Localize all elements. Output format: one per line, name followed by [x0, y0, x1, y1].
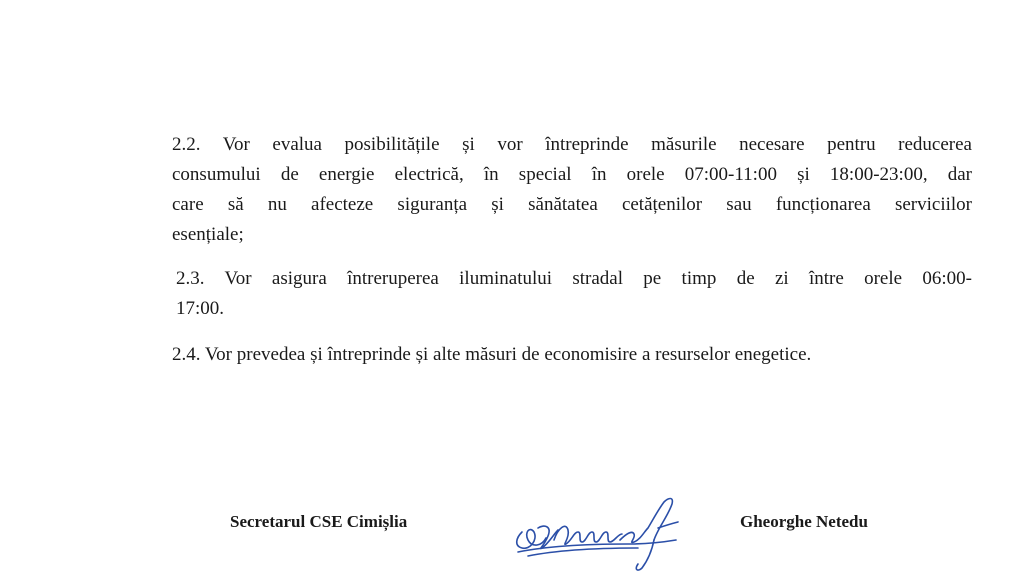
paragraph-2-4 — [172, 340, 972, 370]
paragraph-line: esențiale; — [172, 224, 244, 245]
paragraph-line: care să nu afecteze siguranța și sănătatea cetățenilor sau funcționarea serviciilor — [172, 194, 972, 215]
paragraph-line: 2.3. Vor asigura întreruperea iluminatului stradal pe timp de zi între orele 06:00- — [176, 268, 972, 289]
paragraph-line: consumului de energie electrică, în special în orele 07:00-11:00 și 18:00-23:00, dar — [172, 164, 972, 185]
paragraph-line: 2.4. Vor prevedea și întreprinde și alte măsuri de economisire a resurselor enegetice. — [172, 344, 812, 365]
paragraph-2-2 — [172, 130, 972, 250]
signatory-title: Secretarul CSE Cimișlia — [230, 512, 408, 531]
paragraph-line: 2.2. Vor evalua posibilitățile și vor întreprinde măsurile necesare pentru reducerea — [172, 134, 972, 155]
signatory-name: Gheorghe Netedu — [740, 512, 868, 531]
handwritten-signature — [508, 488, 694, 578]
paragraph-2-3 — [176, 264, 972, 324]
paragraph-line: 17:00. — [176, 298, 225, 319]
